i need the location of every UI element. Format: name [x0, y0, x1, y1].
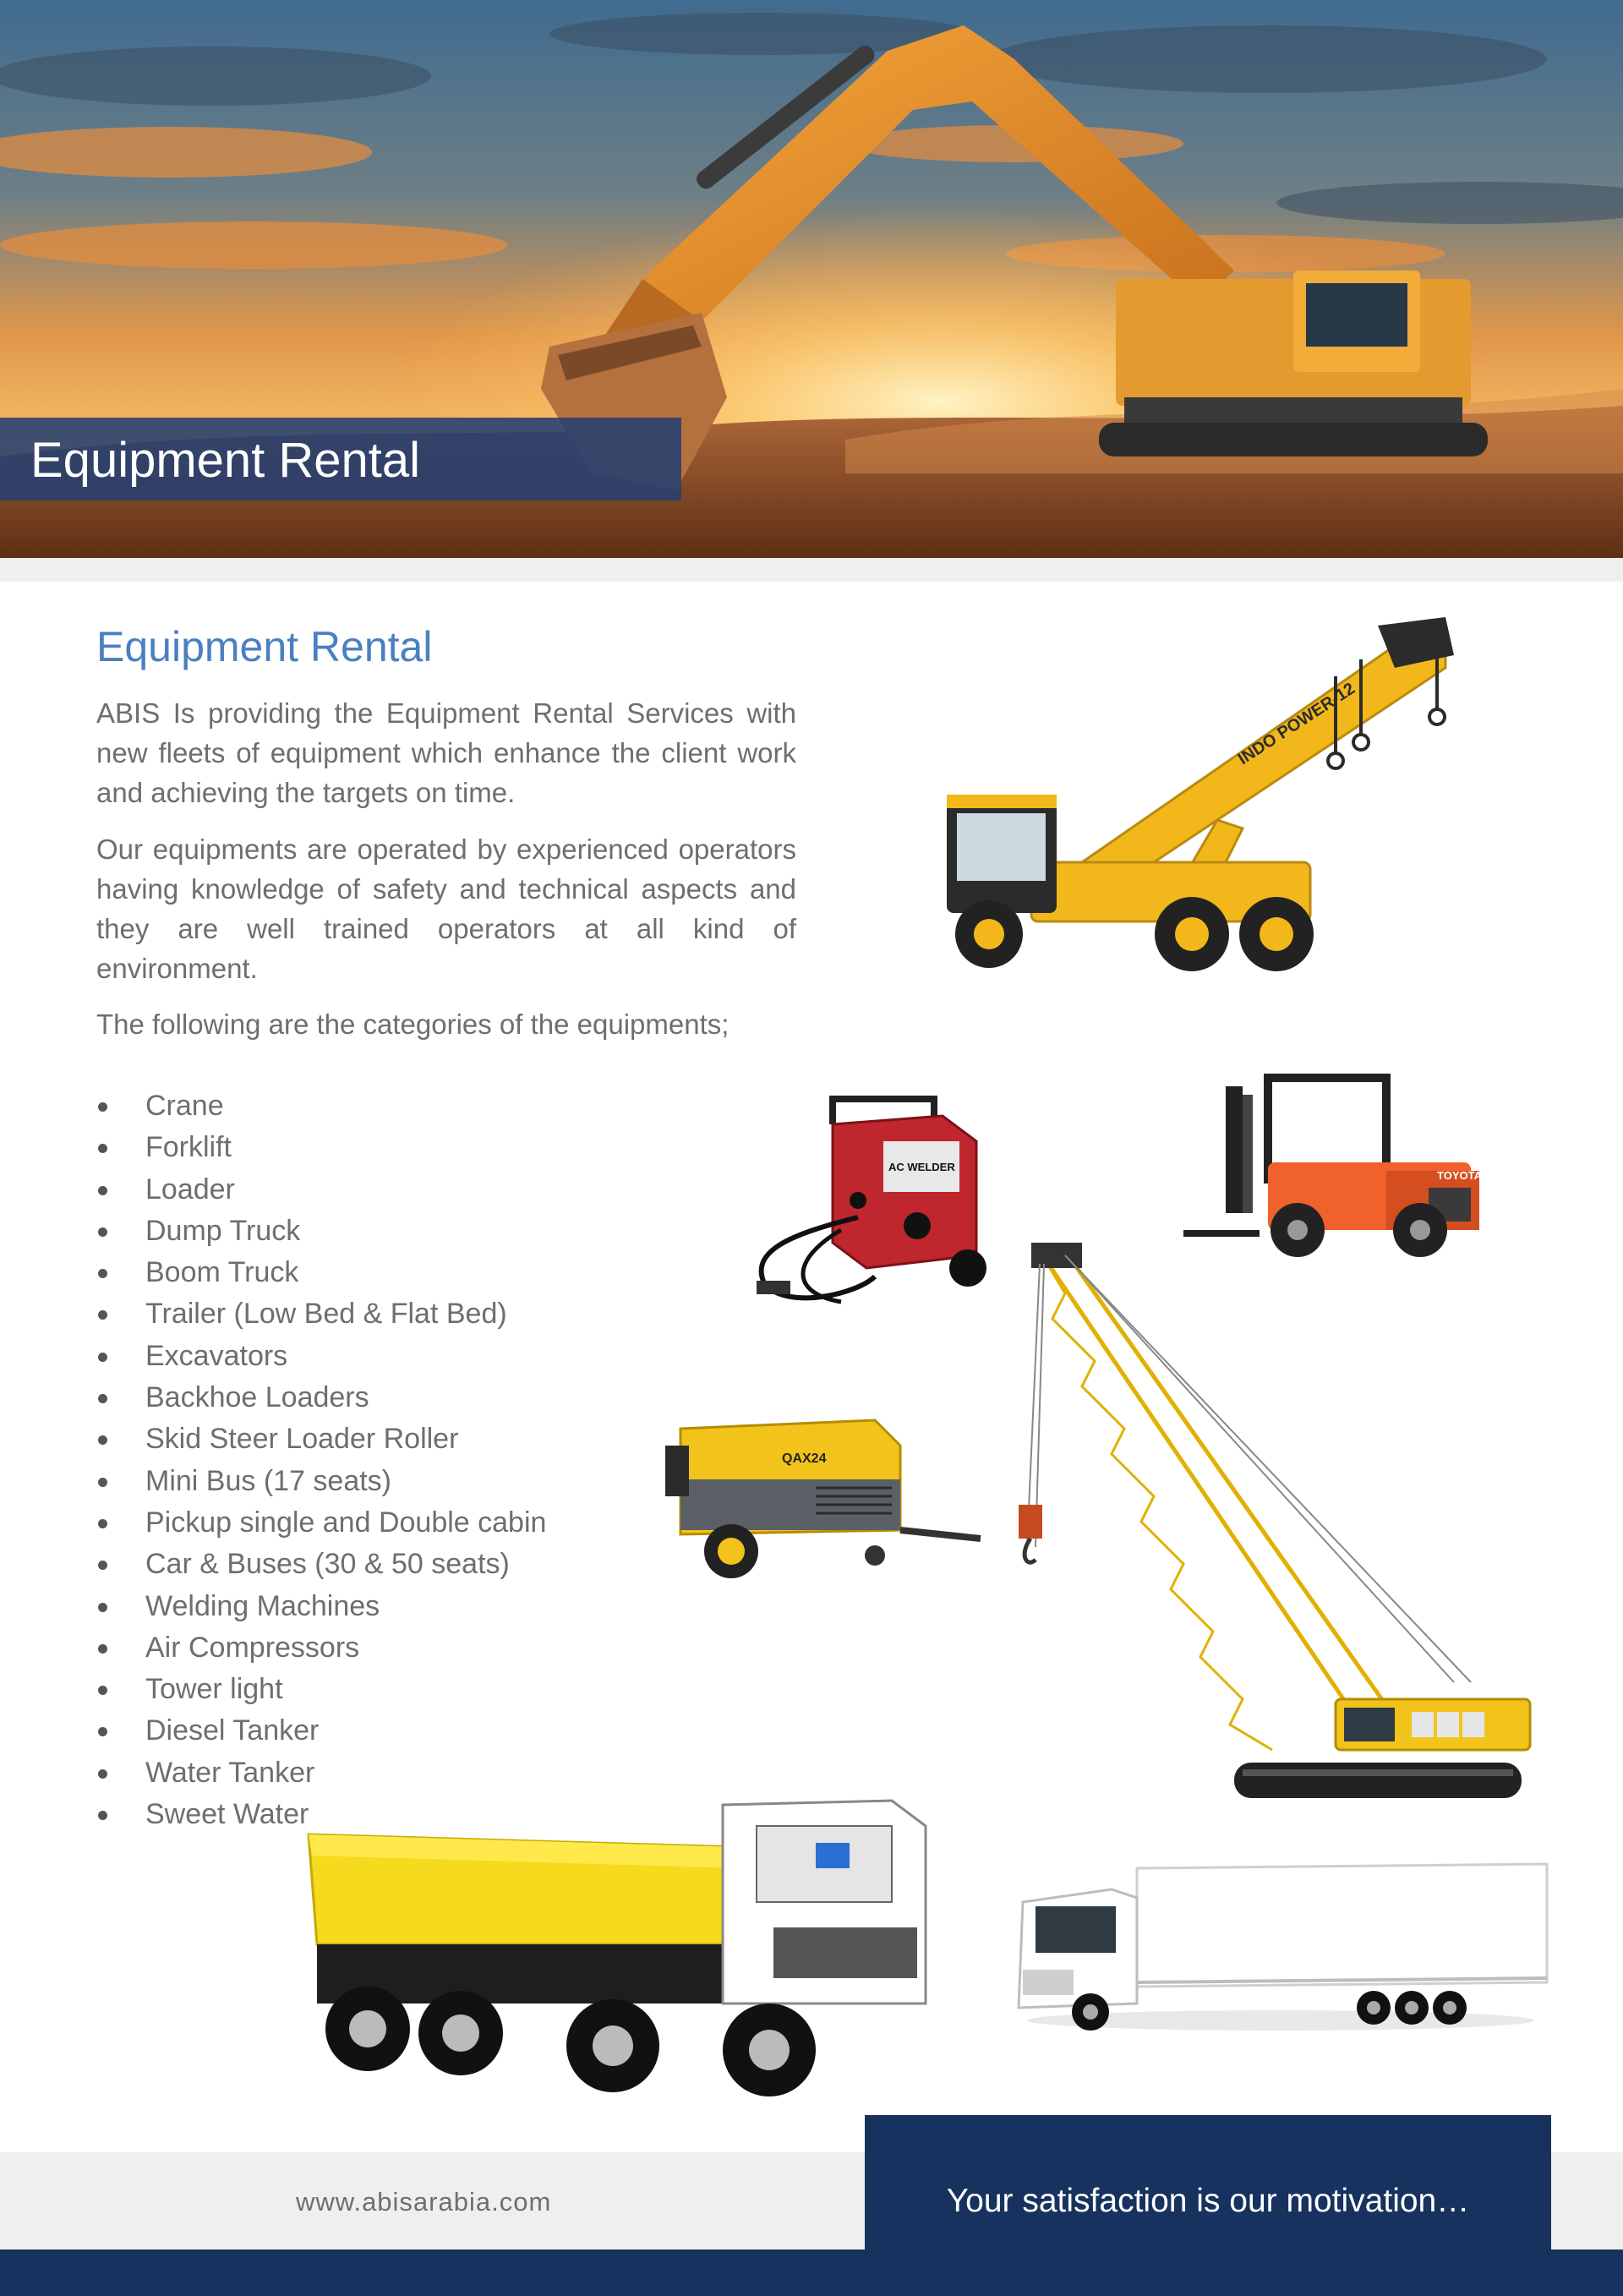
forklift-badge: TOYOTA	[1437, 1169, 1482, 1182]
hero-title: Equipment Rental	[30, 433, 421, 488]
bullet-icon	[98, 1519, 107, 1528]
motto-text: Your satisfaction is our motivation…	[946, 2183, 1470, 2219]
hero-banner	[0, 0, 1623, 558]
bullet-icon	[98, 1644, 107, 1654]
website-url[interactable]: www.abisarabia.com	[296, 2187, 552, 2217]
bullet-icon	[98, 1186, 107, 1195]
crane-badge: INDO POWER-12	[1234, 679, 1358, 769]
dump-truck-image	[300, 1775, 938, 2113]
forklift-image	[1175, 1069, 1496, 1260]
bullet-icon	[98, 1811, 107, 1820]
bullet-icon	[98, 1686, 107, 1695]
hero-divider	[0, 558, 1623, 582]
bullet-icon	[98, 1561, 107, 1570]
compressor-badge: QAX24	[782, 1451, 827, 1466]
welding-machine-image	[740, 1091, 993, 1319]
trailer-truck-image	[1010, 1860, 1551, 2033]
crane-truck-image	[938, 609, 1462, 981]
air-compressor-image	[647, 1412, 993, 1589]
footer-bottom-bar	[0, 2250, 1623, 2296]
categories-intro: The following are the categories of the equipments;	[96, 1009, 730, 1040]
bullet-icon	[98, 1727, 107, 1736]
intro-paragraph: ABIS Is providing the Equipment Rental Services with new fleets of equipment which enhance the client work and achieving the targets on time.	[96, 697, 796, 808]
bullet-icon	[98, 1769, 107, 1779]
bullet-icon	[98, 1603, 107, 1612]
bullet-icon	[98, 1353, 107, 1362]
bullet-icon	[98, 1227, 107, 1237]
bullet-icon	[98, 1102, 107, 1112]
bullet-icon	[98, 1310, 107, 1320]
crawler-crane-image	[1014, 1243, 1538, 1818]
bullet-icon	[98, 1144, 107, 1153]
operators-paragraph: Our equipments are operated by experienced operators having knowledge of safety and technical aspects and they are well trained operators at all kind of environment.	[96, 834, 796, 984]
section-heading: Equipment Rental	[96, 623, 433, 670]
welder-badge: AC WELDER	[888, 1161, 955, 1173]
bullet-icon	[98, 1269, 107, 1278]
bullet-icon	[98, 1435, 107, 1445]
bullet-icon	[98, 1394, 107, 1403]
bullet-icon	[98, 1478, 107, 1487]
